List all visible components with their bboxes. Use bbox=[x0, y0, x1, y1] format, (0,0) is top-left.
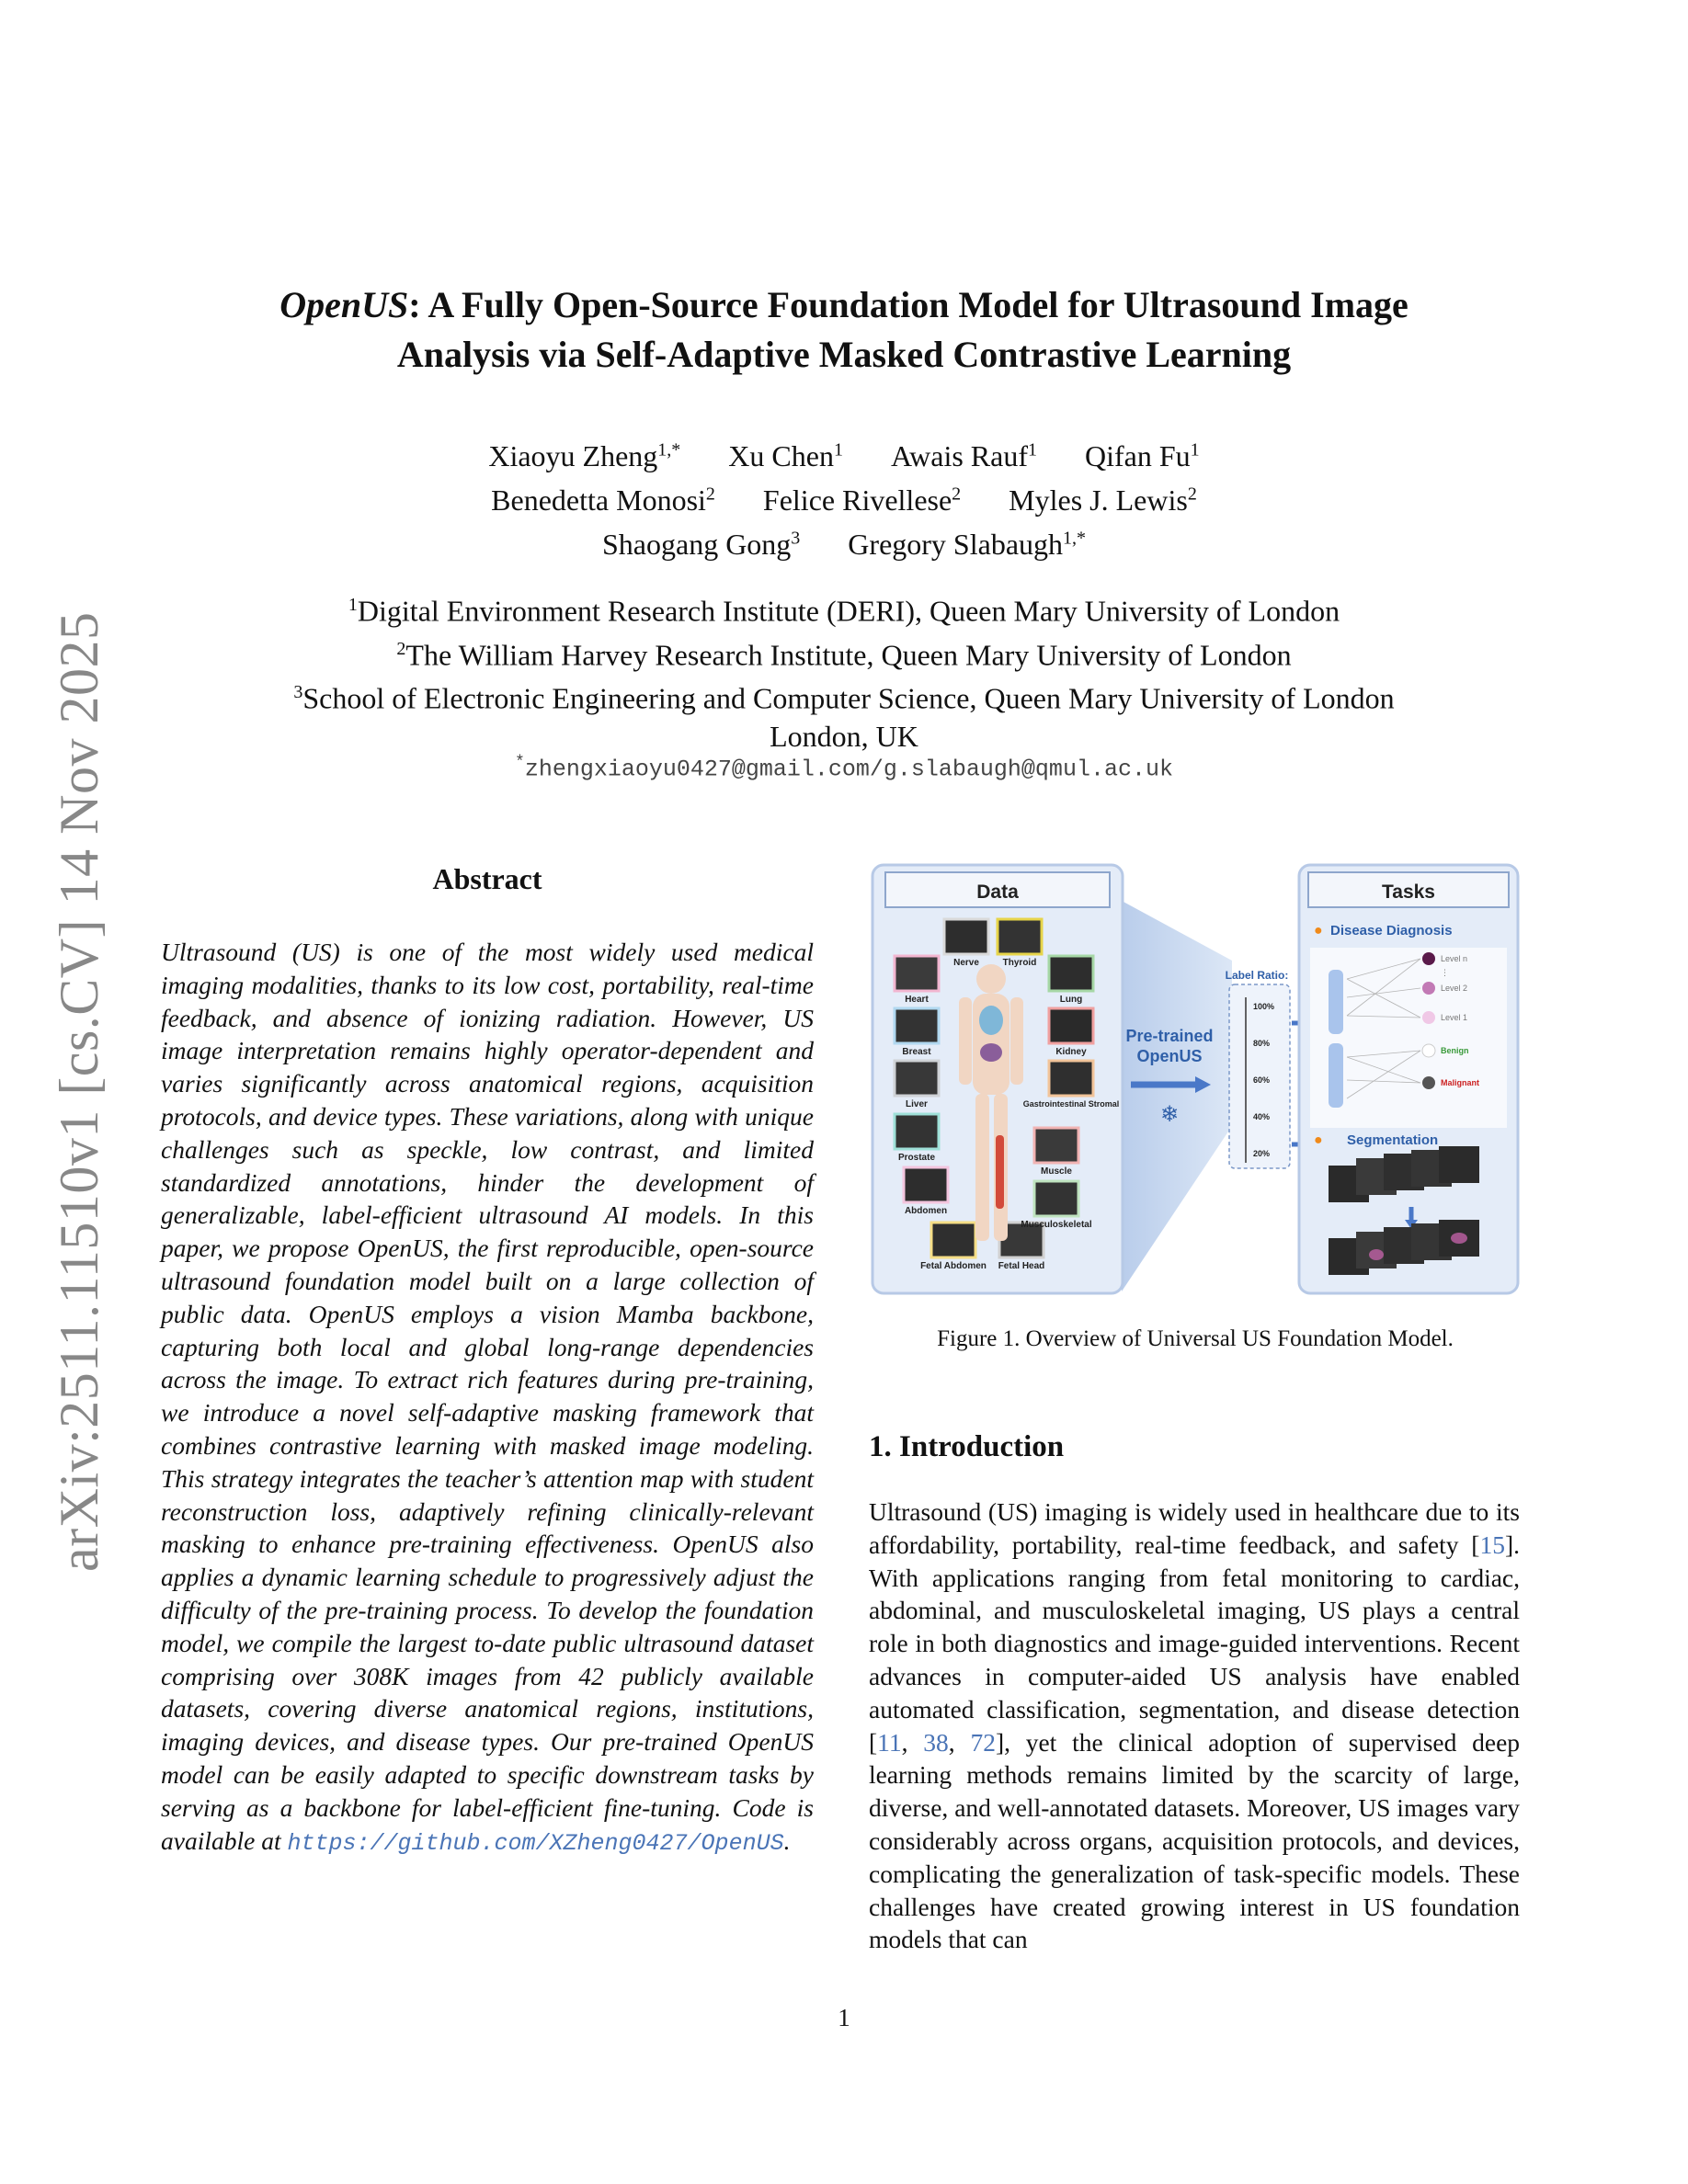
organ-label: Abdomen bbox=[904, 1206, 948, 1216]
author-line-2 bbox=[138, 483, 1550, 518]
thumb-fetal-abdomen bbox=[931, 1223, 975, 1257]
malignant-dot bbox=[1422, 1076, 1435, 1089]
author: Myles J. Lewis$^2$ bbox=[1009, 483, 1197, 517]
organ-label: Kidney bbox=[1055, 1047, 1087, 1057]
right-arm bbox=[1010, 997, 1023, 1085]
left-arm bbox=[959, 997, 972, 1085]
label-ratio-title: Label Ratio: bbox=[1225, 969, 1289, 982]
fire-icon: ● bbox=[1314, 923, 1323, 938]
affiliations bbox=[138, 586, 1550, 756]
author: Gregory Slabaugh$^{1,*}$ bbox=[848, 528, 1087, 561]
organ-label: Fetal Head bbox=[998, 1261, 1045, 1271]
level-label: Benign bbox=[1441, 1046, 1469, 1055]
code-link[interactable]: https://github.com/XZheng0427/OpenUS bbox=[287, 1829, 784, 1857]
level-2-dot bbox=[1422, 982, 1435, 995]
organ-label: Heart bbox=[905, 995, 929, 1005]
affiliation: $^1$Digital Environment Research Institute (DERI), Queen Mary University of London bbox=[348, 594, 1340, 628]
head bbox=[976, 964, 1006, 994]
encoder-block-1 bbox=[1329, 970, 1343, 1034]
thumb-gi-stromal bbox=[1049, 1061, 1093, 1096]
ratio-label: 100% bbox=[1253, 1002, 1275, 1011]
organ-label: Thyroid bbox=[1002, 958, 1037, 968]
ratio-label: 80% bbox=[1253, 1039, 1271, 1048]
introduction-text: Ultrasound (US) imaging is widely used in healthcare due to its affordability, portability, real-time feedback, and safety [15]. With applications ranging from fetal monitoring to cardiac, abdominal, and musculoskeletal imaging, US plays a central role in both diagnostics and image-guided interventions. Recent advances in computer-aided US analysis have enabled automated classification, segmentation, and disease detection [11, 38, 72], yet the clinical adoption of supervised deep learning methods remains limited by the scarcity of large, diverse, and well-annotated datasets. Moreover, US images vary considerably across organs, acquisition protocols, and devices, complicating the generalization of task-specific models. These challenges have created growing interest in US foundation models that can bbox=[869, 1497, 1521, 1954]
author: Benedetta Monosi$^2$ bbox=[491, 483, 715, 517]
tasks-title: Tasks bbox=[1382, 882, 1435, 903]
author: Awais Rauf$^1$ bbox=[890, 439, 1037, 472]
ratio-label: 60% bbox=[1253, 1075, 1271, 1085]
seg-input bbox=[1439, 1146, 1479, 1183]
affiliation: $^3$School of Electronic Engineering and Computer Science, Queen Mary University of London bbox=[293, 681, 1395, 715]
author-line-3 bbox=[138, 528, 1550, 562]
data-title: Data bbox=[976, 882, 1019, 903]
author: Xiaoyu Zheng$^{1,*}$ bbox=[488, 439, 681, 472]
citation-link[interactable]: 38 bbox=[923, 1727, 949, 1757]
figure-overview bbox=[869, 859, 1522, 1301]
benign-dot bbox=[1422, 1044, 1435, 1057]
abdomen-organs bbox=[980, 1043, 1002, 1062]
model-label-2: OpenUS bbox=[1136, 1047, 1203, 1065]
thumb-thyroid bbox=[998, 919, 1042, 954]
lungs bbox=[979, 1006, 1003, 1035]
leg-muscle bbox=[996, 1135, 1004, 1209]
organ-label: Prostate bbox=[897, 1153, 936, 1163]
projection-fan bbox=[1122, 901, 1232, 1291]
contact-email: *zhengxiaoyu0427@gmail.com/g.slabaugh@qmul.ac.uk bbox=[515, 754, 1173, 783]
organ-label: Musculoskeletal bbox=[1021, 1220, 1092, 1230]
affiliation: $^2$The William Harvey Research Institute, Queen Mary University of London bbox=[396, 638, 1292, 672]
author-line-1 bbox=[138, 439, 1550, 473]
abstract-heading: Abstract bbox=[432, 862, 542, 895]
title-line1: : A Fully Open-Source Foundation Model for Ultrasound Image bbox=[408, 284, 1409, 325]
seg-mask bbox=[1451, 1233, 1467, 1244]
seg-title: Segmentation bbox=[1347, 1132, 1439, 1148]
level-1-dot bbox=[1422, 1011, 1435, 1024]
thumb-nerve bbox=[944, 919, 988, 954]
thumb-lung bbox=[1049, 956, 1093, 991]
citation-link[interactable]: 11 bbox=[877, 1727, 902, 1757]
fire-icon: ● bbox=[1314, 1132, 1323, 1148]
citation-link[interactable]: 72 bbox=[970, 1727, 996, 1757]
encoder-block-2 bbox=[1329, 1043, 1343, 1108]
thumb-breast bbox=[895, 1008, 939, 1043]
author: Qifan Fu$^1$ bbox=[1084, 439, 1200, 472]
abstract-text: Ultrasound (US) is one of the most widely used medical imaging modalities, thanks to its low cost, portability, real-time feedback, and absence of ionizing radiation. However, US image interpretation remains highly operator-dependent and varies significantly across anatomical regions, acquisition protocols, and device types. These variations, along with unique challenges such as speckle, low contrast, and limited standardized annotations, hinder the development of generalizable, label-efficient ultrasound AI models. In this paper, we propose OpenUS, the first reproducible, open-source ultrasound foundation model built on a large collection of public data. OpenUS employs a vision Mamba backbone, capturing both local and global long-range dependencies across the image. To extract rich features during pre-training, we introduce a novel self-adaptive masking framework that combines contrastive learning with masked image modeling. This strategy integrates the teacher’s attention map with student reconstruction loss, adaptively refining clinically-relevant masking to enhance pre-training effectiveness. OpenUS also applies a dynamic learning schedule to progressively adjust the difficulty of the pre-training process. To develop the foundation model, we compile the largest to-date public ultrasound dataset comprising over 308K images from 42 publicly available datasets, covering diverse anatomical regions, institutions, imaging devices, and disease types. Our pre-trained OpenUS model can be easily adapted to specific downstream tasks by serving as a backbone for label-efficient fine-tuning. Code is available at https://github.com/XZheng0427/OpenUS. bbox=[161, 938, 814, 1857]
level-label: Level n bbox=[1441, 954, 1468, 963]
organ-label: Breast bbox=[902, 1047, 931, 1057]
model-label-1: Pre-trained bbox=[1125, 1027, 1214, 1045]
ratio-label: 20% bbox=[1253, 1149, 1271, 1158]
seg-mask bbox=[1369, 1249, 1384, 1260]
level-n-dot bbox=[1422, 952, 1435, 965]
author: Shaogang Gong$^3$ bbox=[601, 528, 801, 561]
thumb-muscle bbox=[1034, 1128, 1078, 1163]
title-line2: Analysis via Self-Adaptive Masked Contrastive Learning bbox=[396, 334, 1292, 375]
organ-label: Nerve bbox=[953, 958, 979, 968]
thumb-kidney bbox=[1049, 1008, 1093, 1043]
level-label: ⋮ bbox=[1441, 968, 1449, 977]
organ-label: Fetal Abdomen bbox=[920, 1261, 987, 1271]
title-italic: OpenUS bbox=[279, 284, 409, 325]
level-label: Malignant bbox=[1441, 1078, 1479, 1087]
organ-label: Liver bbox=[906, 1099, 928, 1109]
level-label: Level 1 bbox=[1441, 1013, 1468, 1022]
level-label: Level 2 bbox=[1441, 984, 1468, 993]
author: Felice Rivellese$^2$ bbox=[762, 483, 962, 517]
arxiv-identifier: arXiv:2511.11510v1 [cs.CV] 14 Nov 2025 bbox=[49, 611, 109, 1572]
left-leg bbox=[975, 1094, 989, 1241]
affiliation: London, UK bbox=[770, 719, 918, 753]
figure-caption: Figure 1. Overview of Universal US Foundation Model. bbox=[937, 1326, 1454, 1351]
page-number: 1 bbox=[838, 2004, 850, 2031]
organ-label: Gastrointestinal Stromal bbox=[1022, 1099, 1120, 1109]
organ-label: Muscle bbox=[1041, 1166, 1072, 1177]
frozen-icon: ❄ bbox=[1159, 1102, 1180, 1127]
citation-link[interactable]: 15 bbox=[1479, 1530, 1505, 1559]
organ-label: Lung bbox=[1059, 995, 1083, 1005]
author: Xu Chen$^1$ bbox=[728, 439, 843, 472]
disease-title: Disease Diagnosis bbox=[1330, 923, 1453, 938]
paper-title bbox=[138, 280, 1550, 380]
thumb-musculoskeletal bbox=[1034, 1181, 1078, 1216]
section-heading: 1. Introduction bbox=[869, 1430, 1065, 1463]
ratio-label: 40% bbox=[1253, 1112, 1271, 1121]
thumb-prostate bbox=[895, 1114, 939, 1149]
thumb-liver bbox=[895, 1061, 939, 1096]
thumb-abdomen bbox=[904, 1167, 948, 1202]
thumb-heart bbox=[895, 956, 939, 991]
